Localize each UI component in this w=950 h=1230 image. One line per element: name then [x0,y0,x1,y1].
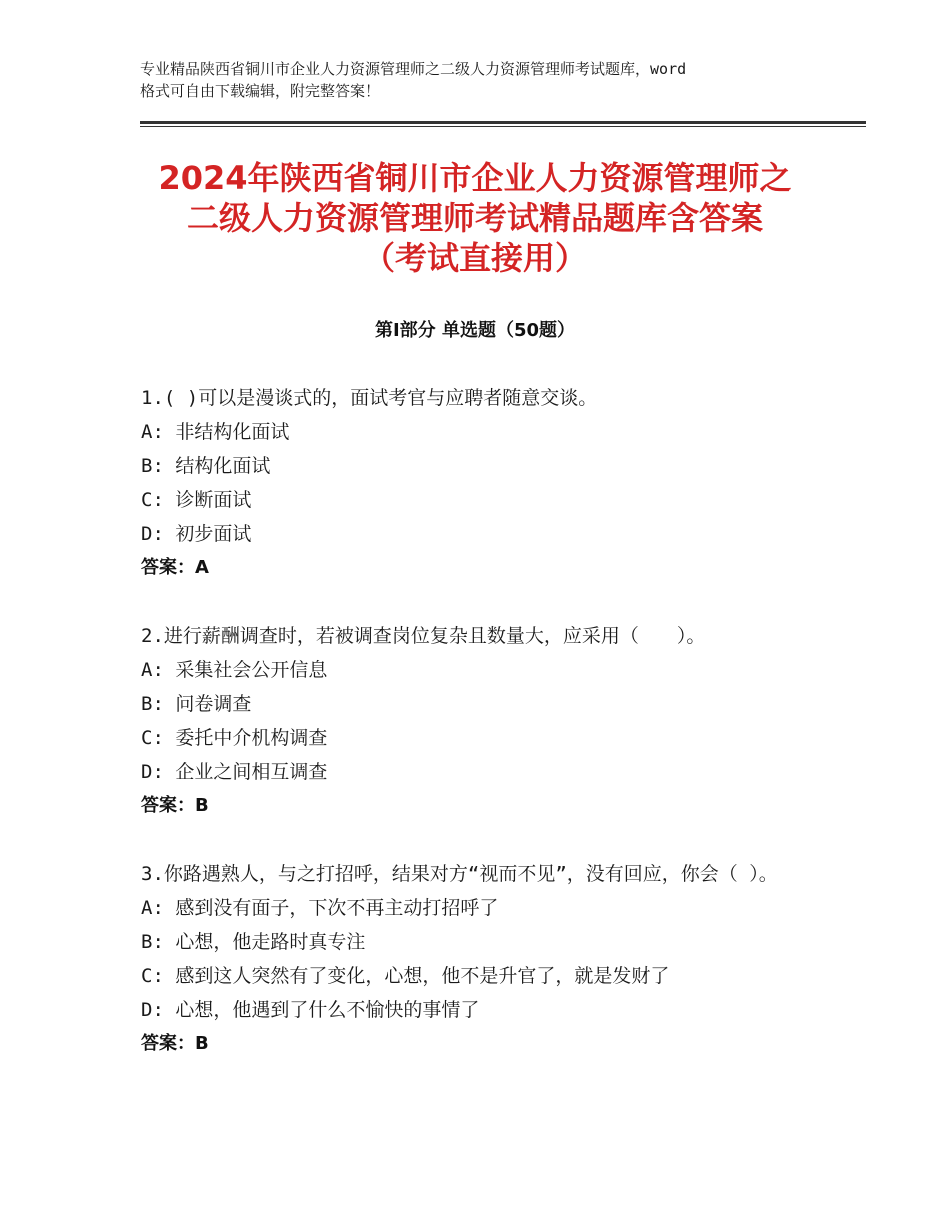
answer-label: 答案：B [141,1033,209,1054]
question-stem: 3.你路遇熟人，与之打招呼，结果对方“视而不见”，没有回应，你会（ ）。 [141,863,778,885]
answer-label: 答案：B [141,795,209,816]
option-b: B: 心想，他走路时真专注 [141,931,366,953]
header-note-line-2: 格式可自由下载编辑，附完整答案！ [140,82,381,100]
question-2 [141,619,821,823]
question-stem: 2.进行薪酬调查时，若被调查岗位复杂且数量大，应采用（ ）。 [141,625,706,647]
option-a: A: 采集社会公开信息 [141,659,328,681]
option-b: B: 问卷调查 [141,693,252,715]
section-heading: 第Ⅰ部分 单选题（50题） [374,320,575,341]
answer-label: 答案：A [141,557,209,578]
option-a: A: 感到没有面子，下次不再主动打招呼了 [141,897,499,919]
option-c: C: 感到这人突然有了变化，心想，他不是升官了，就是发财了 [141,965,670,987]
question-stem: 1.( )可以是漫谈式的，面试考官与应聘者随意交谈。 [141,387,598,409]
option-b: B: 结构化面试 [141,455,271,477]
option-a: A: 非结构化面试 [141,421,290,443]
header-note [140,58,830,102]
header-divider-thick [140,121,866,124]
header-note-line-1: 专业精品陕西省铜川市企业人力资源管理师之二级人力资源管理师考试题库，word [140,60,687,78]
option-d: D: 心想，他遇到了什么不愉快的事情了 [141,999,480,1021]
document-title [100,158,850,278]
option-d: D: 初步面试 [141,523,252,545]
document-title-line-1: 2024年陕西省铜川市企业人力资源管理师之 [158,159,792,197]
question-3 [141,857,821,1061]
option-c: C: 诊断面试 [141,489,252,511]
header-divider-thin [140,126,866,127]
option-d: D: 企业之间相互调查 [141,761,328,783]
option-c: C: 委托中介机构调查 [141,727,328,749]
document-title-line-2: 二级人力资源管理师考试精品题库含答案 [186,199,763,237]
document-title-line-3: （考试直接用） [362,239,587,277]
question-1 [141,381,821,585]
